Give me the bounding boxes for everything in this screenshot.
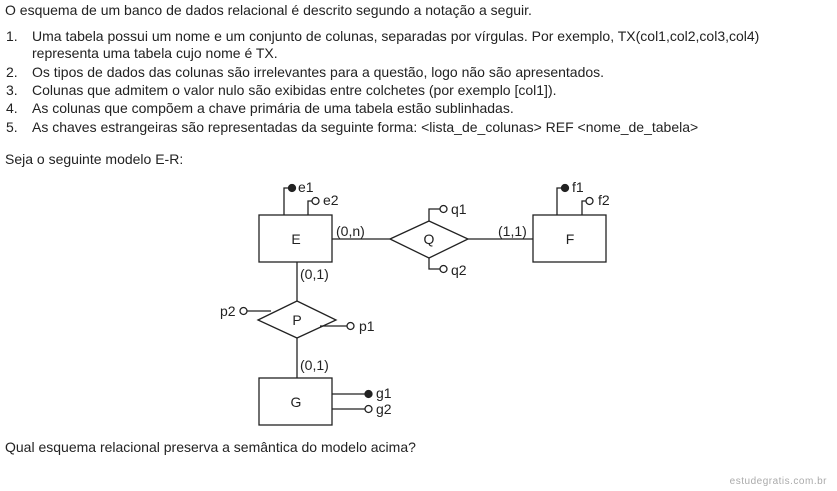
model-intro: Seja o seguinte modelo E-R:: [5, 151, 184, 167]
attr-f1-key-marker: [562, 185, 569, 192]
attr-p2-label: p2: [220, 303, 236, 319]
attr-p2-marker: [240, 308, 247, 315]
rule-number: 2.: [6, 64, 18, 80]
rule-4-text: As colunas que compõem a chave primária de uma tabela estão sublinhadas.: [32, 100, 514, 116]
rule-number: 1.: [6, 28, 18, 44]
attr-p1-label: p1: [359, 318, 375, 334]
attr-e2-marker: [312, 198, 319, 205]
rule-number: 5.: [6, 119, 18, 135]
attr-e2-connector: [308, 201, 312, 215]
rule-number: 3.: [6, 82, 18, 98]
attr-q2-label: q2: [451, 262, 467, 278]
attr-p1-marker: [347, 323, 354, 330]
entity-g-label: G: [290, 394, 302, 410]
attr-e1-connector: [284, 188, 289, 215]
attr-e1-key-marker: [289, 185, 296, 192]
cardinality-g-p: (0,1): [300, 357, 329, 373]
attr-q1-marker: [440, 206, 447, 213]
attr-f2-label: f2: [598, 192, 610, 208]
attr-g1-label: g1: [376, 385, 392, 401]
relationship-p-label: P: [292, 312, 302, 328]
attr-q2-marker: [440, 266, 447, 273]
relationship-q-label: Q: [423, 231, 435, 247]
cardinality-e-q: (0,n): [336, 223, 365, 239]
rule-2-text: Os tipos de dados das colunas são irrelevantes para a questão, logo não são apresentados.: [32, 64, 605, 80]
attr-f1-connector: [557, 188, 562, 215]
intro-text: O esquema de um banco de dados relacional é descrito segundo a notação a seguir.: [5, 2, 532, 18]
attr-q1-label: q1: [451, 201, 467, 217]
rule-number: 4.: [6, 100, 18, 116]
rule-1-line-1: Uma tabela possui um nome e um conjunto de colunas, separadas por vírgulas. Por exemplo, TX(col1,col2,col3,col4): [32, 28, 760, 44]
attr-f2-marker: [586, 198, 593, 205]
rule-1-line-2: representa uma tabela cujo nome é TX.: [32, 45, 278, 61]
watermark: estudegratis.com.br: [729, 476, 827, 487]
cardinality-e-p: (0,1): [300, 266, 329, 282]
cardinality-f-q: (1,1): [498, 223, 527, 239]
attr-e2-label: e2: [323, 192, 339, 208]
question-text: Qual esquema relacional preserva a semântica do modelo acima?: [5, 439, 416, 455]
attr-f1-label: f1: [572, 179, 584, 195]
attr-g1-key-marker: [365, 391, 372, 398]
attr-g2-marker: [365, 406, 372, 413]
rule-5-text: As chaves estrangeiras são representadas da seguinte forma: <lista_de_colunas> REF <nome_de_tabela>: [32, 119, 699, 135]
entity-f-label: F: [565, 231, 575, 247]
attr-q1-connector: [429, 209, 440, 221]
attr-g2-label: g2: [376, 401, 392, 417]
attr-e1-label: e1: [298, 179, 314, 195]
attr-q2-connector: [429, 258, 440, 269]
entity-e-label: E: [291, 231, 301, 247]
attr-f2-connector: [582, 201, 586, 215]
rule-3-text: Colunas que admitem o valor nulo são exibidas entre colchetes (por exemplo [col1]).: [32, 82, 557, 98]
